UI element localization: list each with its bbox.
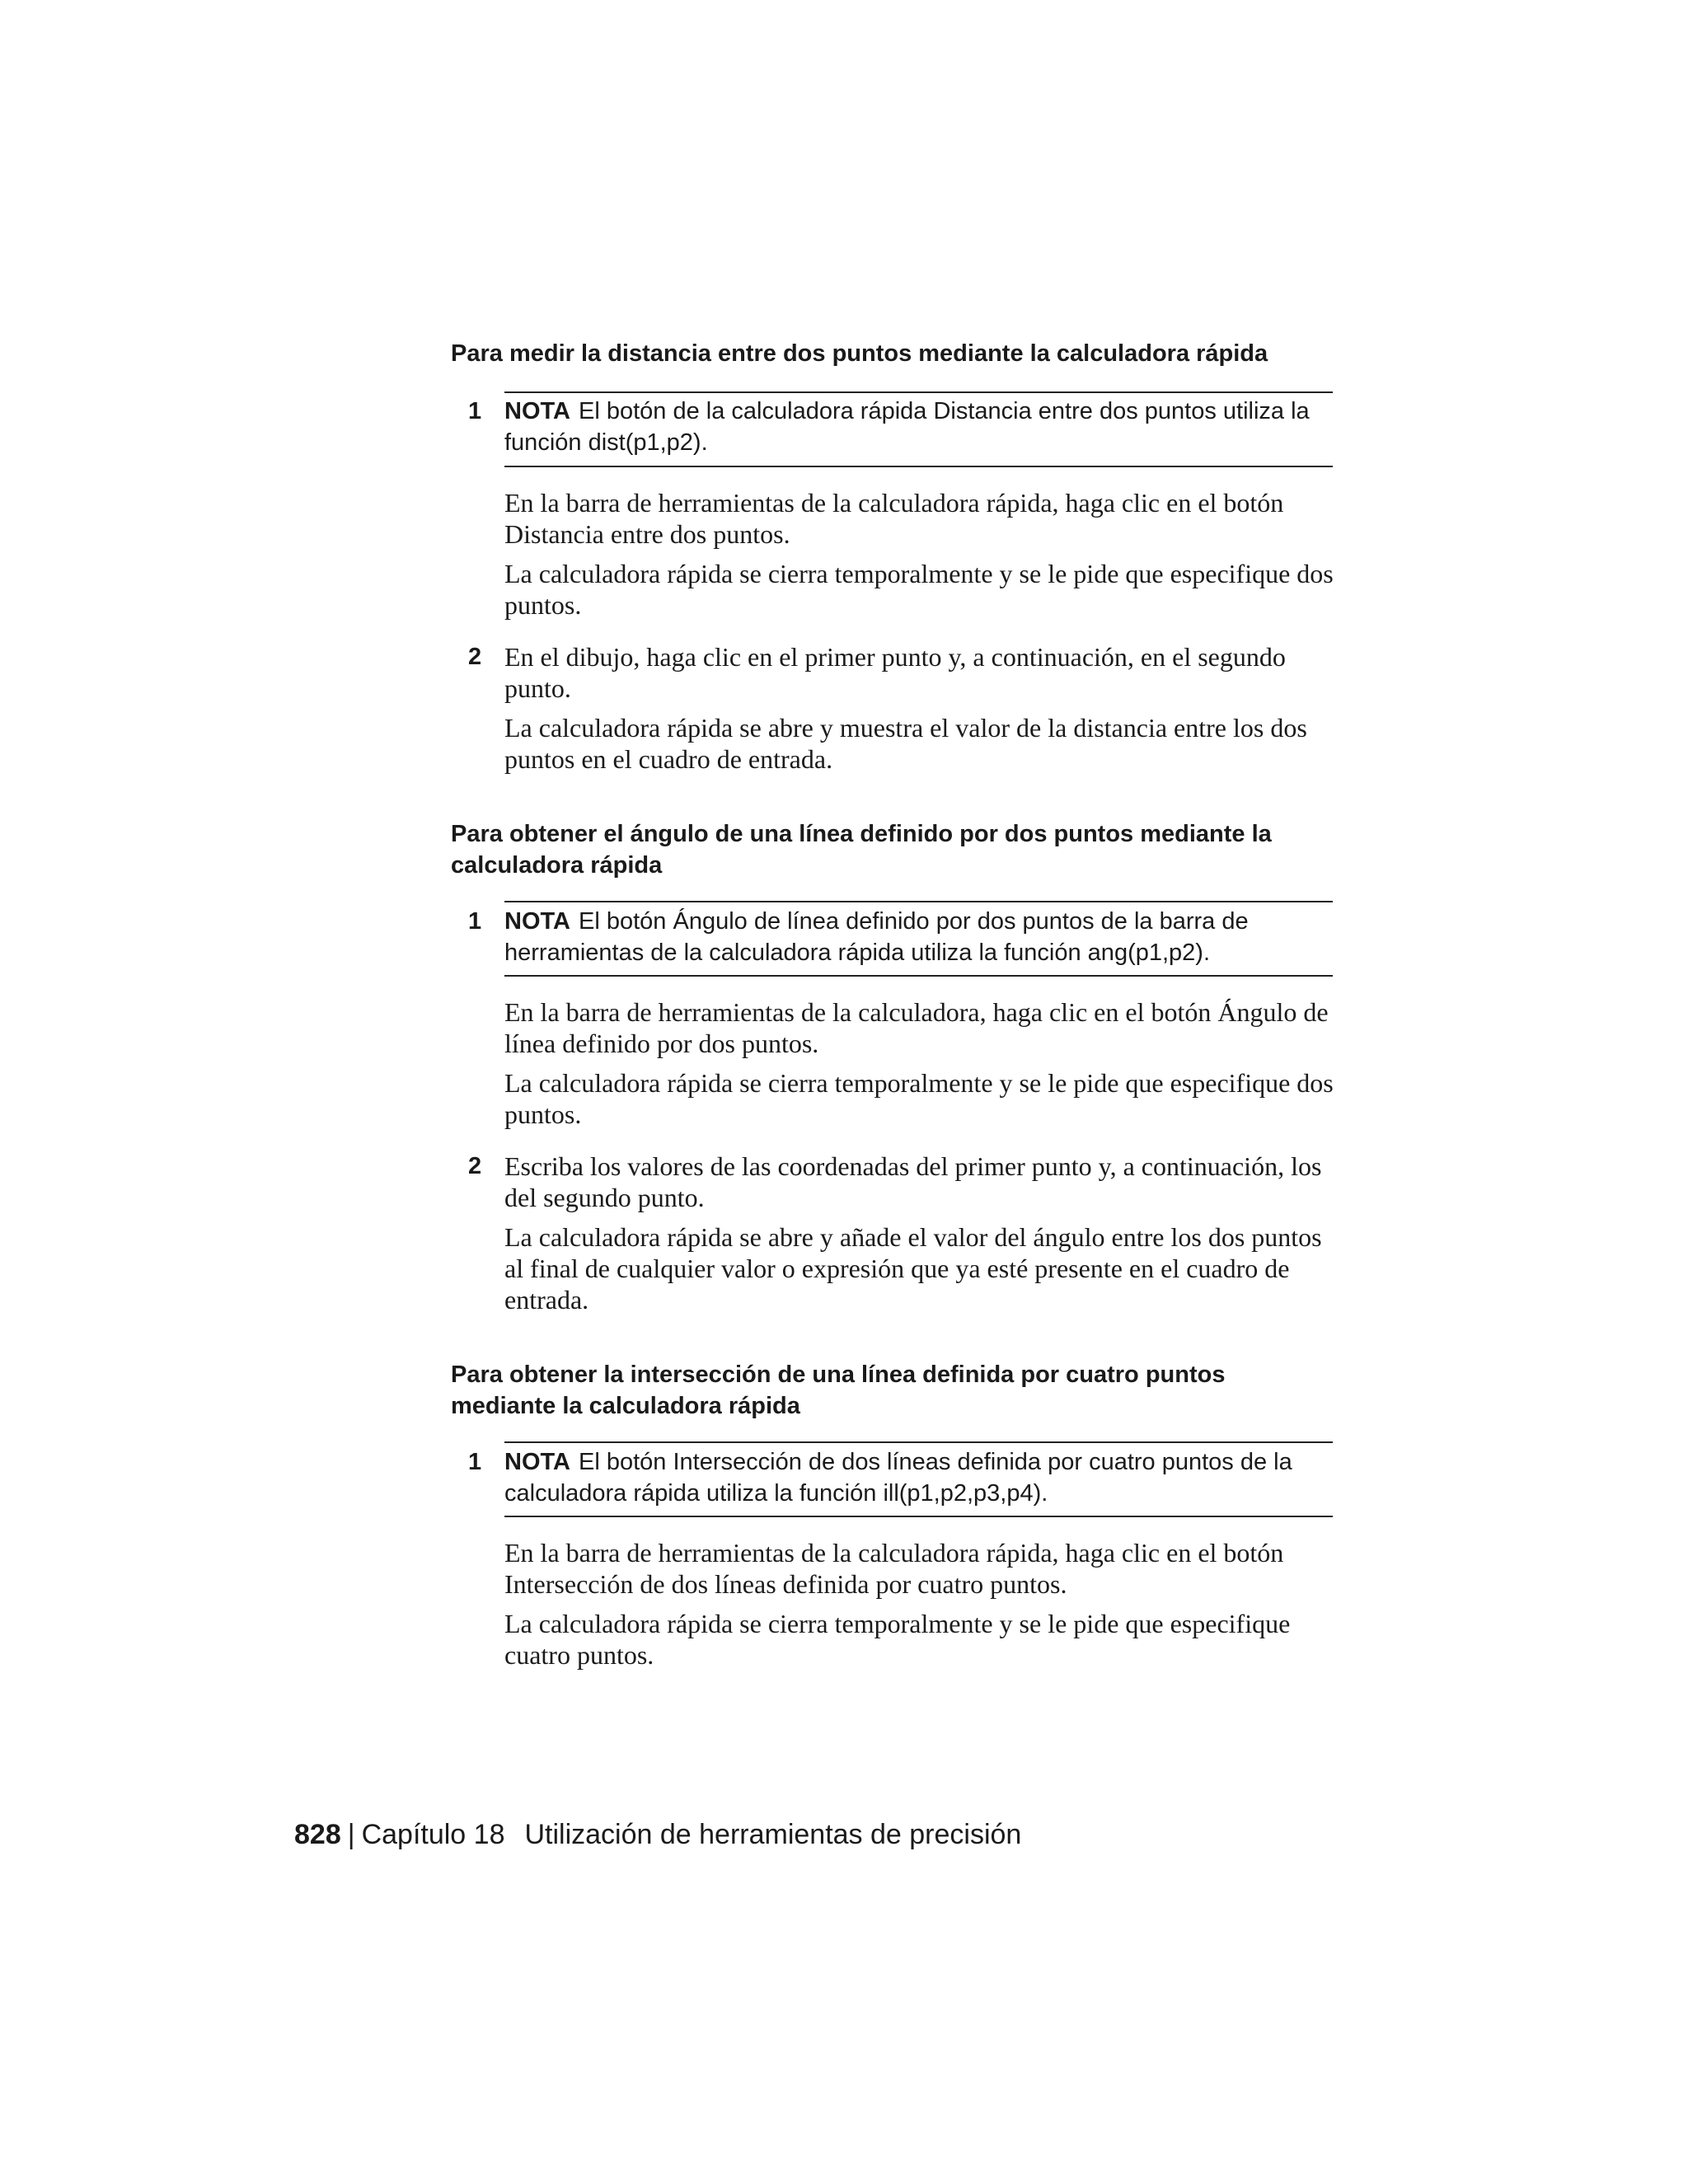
step-number: 1 <box>468 398 482 424</box>
step-result: La calculadora rápida se abre y muestra el valor de la distancia entre los dos puntos en el cuadro de entrada. <box>504 713 1307 774</box>
note-tag: NOTA <box>504 398 571 424</box>
section-heading: Para medir la distancia entre dos puntos mediante la calculadora rápida <box>451 340 1268 367</box>
step-number: 2 <box>468 644 482 670</box>
footer-separator: | <box>347 1819 355 1850</box>
step-instruction: En el dibujo, haga clic en el primer punto y, a continuación, en el segundo punto. <box>504 642 1286 703</box>
note-rule-bottom <box>504 466 1333 467</box>
step-instruction: En la barra de herramientas de la calculadora, haga clic en el botón Ángulo de línea definido por dos puntos. <box>504 997 1329 1058</box>
note-rule-bottom <box>504 1516 1333 1517</box>
chapter-label: Capítulo 18 <box>361 1819 505 1850</box>
step-result: La calculadora rápida se cierra temporalmente y se le pide que especifique dos puntos. <box>504 1068 1334 1129</box>
note-block <box>504 1446 1333 1509</box>
step-result: La calculadora rápida se cierra temporalmente y se le pide que especifique cuatro puntos. <box>504 1609 1291 1670</box>
note-block <box>504 906 1333 968</box>
note-rule-top <box>504 901 1333 902</box>
note-rule-top <box>504 391 1333 393</box>
page-footer <box>294 1816 1021 1853</box>
note-tag: NOTA <box>504 908 571 935</box>
step-number: 1 <box>468 1449 482 1475</box>
step-instruction: Escriba los valores de las coordenadas del primer punto y, a continuación, los del segundo punto. <box>504 1151 1322 1212</box>
step-instruction: En la barra de herramientas de la calculadora rápida, haga clic en el botón Distancia entre dos puntos. <box>504 488 1284 549</box>
step-number: 1 <box>468 908 482 935</box>
step-result: La calculadora rápida se cierra temporalmente y se le pide que especifique dos puntos. <box>504 559 1334 620</box>
note-block <box>504 396 1333 458</box>
section-heading: Para obtener la intersección de una línea definida por cuatro puntos mediante la calculadora rápida <box>451 1361 1226 1419</box>
step-instruction: En la barra de herramientas de la calculadora rápida, haga clic en el botón Intersección de dos líneas definida por cuatro puntos. <box>504 1538 1284 1599</box>
chapter-title: Utilización de herramientas de precisión <box>524 1819 1022 1850</box>
note-tag: NOTA <box>504 1449 571 1475</box>
step-result: La calculadora rápida se abre y añade el valor del ángulo entre los dos puntos al final de cualquier valor o expresión que ya esté presente en el cuadro de entrada. <box>504 1222 1322 1315</box>
step-number: 2 <box>468 1153 482 1179</box>
section-heading: Para obtener el ángulo de una línea definido por dos puntos mediante la calculadora rápida <box>451 821 1272 879</box>
note-text: El botón Ángulo de línea definido por dos puntos de la barra de herramientas de la calculadora rápida utiliza la función ang(p1,p2). <box>504 908 1249 966</box>
note-rule-top <box>504 1441 1333 1443</box>
note-text: El botón Intersección de dos líneas definida por cuatro puntos de la calculadora rápida utiliza la función ill(p1,p2,p3,p4). <box>504 1449 1292 1507</box>
note-rule-bottom <box>504 975 1333 977</box>
page-number: 828 <box>294 1819 341 1850</box>
note-text: El botón de la calculadora rápida Distancia entre dos puntos utiliza la función dist(p1,p2). <box>504 398 1310 456</box>
